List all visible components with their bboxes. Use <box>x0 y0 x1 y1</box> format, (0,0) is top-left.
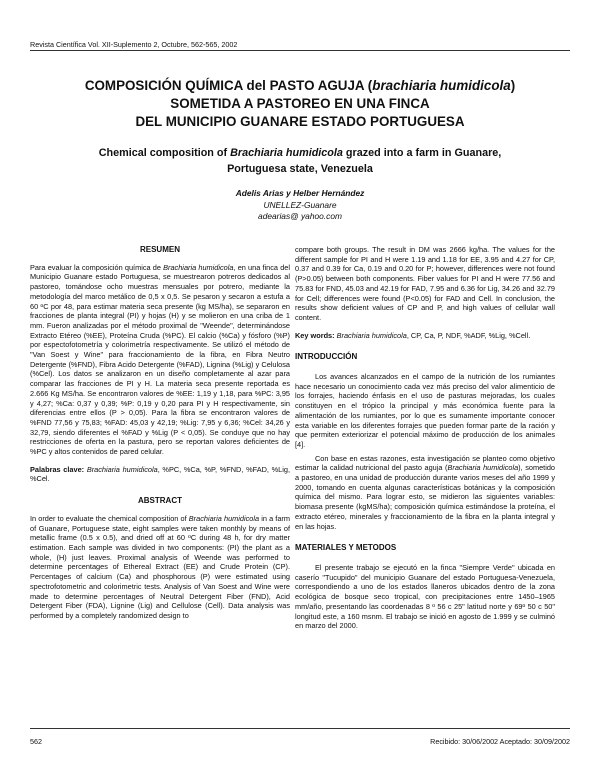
received-dates: Recibido: 30/06/2002 Aceptado: 30/09/2002 <box>430 737 570 746</box>
resumen-paragraph: Para evaluar la composición química de Brachiaria humidicola, en una finca del Municipio Guanare estado Portuguesa, se muestrearon potreros dedicados al pastoreo, tomándose ocho muestras mensuales por potrero, mediante la metodología del marco metálico de 0,5 x 0,5. Se pesaron y secaron a estufa a 60 ºC por 48, para estimar materia seca presente (kg MS/ha), se separaron en fracciones de planta integral (PI) y hojas (H) y se molieron en una criba de 1 mm. Fueron analizadas por el método proximal de "Weende", determinándose Extracto Etéreo (%EE), Proteína Cruda (%PC). El calcio (%Ca) y fósforo (%P) por espectofotometría y colorimetría respectivamente. Se utilizó el método de "Van Soest y Wine" para fraccionamiento de la fibra, en Fibra Neutro Detergente (%FND), Fibra Acido Detergente (%FAD), Lignina (%Lig) y Celulosa (%Cel). Los datos se analizaron en un diseño completamente al azar para comparar las fracciones de PI y H. La materia seca presente reportada es 2.666 Kg MS/ha. Se encontraron valores de %EE: 1,19 y 1,18, para %PC: 3,95 y 4,27; %Ca: 0,37 y 0,39; %P: 0,19 y 0,20 para PI y H respectivamente, sin diferencias entre ellos (P > 0,05). Para la fibra se encontraron valores de %FND 77,56 y 75,83; %FAD: 45,03 y 42,19; %Lig: 7,95 y 6,36; %Cel: 34,26 y 32,79, siendo diferentes el %FAD y %Lig (P < 0,05). Se conduye que no hay restricciones de oferta en la pastura, pero se reportan valores deficientes de %PC y altos contenidos de pared celular. <box>30 262 290 457</box>
journal-header: Revista Científica Vol. XII-Suplemento 2, Octubre, 562-565, 2002 <box>30 40 238 49</box>
title-line-3: DEL MUNICIPIO GUANARE ESTADO PORTUGUESA <box>135 114 465 129</box>
introduccion-paragraph-1: Los avances alcanzados en el campo de la nutrición de los rumiantes hace necesario un conocimiento cada vez más preciso del valor alimenticio de los forrajes, haciendo énfasis en el uso de pasturas mejoradas, los cuales constituyen en el trópico la principal y más económica fuente para la alimentación de los rumiantes, por lo que es sumamente importante conocer esta variable en los diferentes forrajes que pueden formar parte de la ración y que permiten exteriorizar el potencial máximo de producción de los animales [4]. <box>295 372 555 449</box>
author-institution: UNELLEZ-Guanare <box>263 199 337 210</box>
english-title: Chemical composition of Brachiaria humidicola grazed into a farm in Guanare, Portuguesa state, Venezuela <box>98 147 502 175</box>
abstract-paragraph-continued: compare both groups. The result in DM was 2666 kg/ha. The values for the different sample for PI and H were 1.19 and 1.18 for EE, 3.95 and 4.27 for CP, 0.37 and 0.39 for Ca, 0.19 and 0.20 for P; however, differences were not found (P>0.05) between both components. Fiber values for PI and H were 77.56 and 75.83 for FND, 45.03 and 42.19 for FAD, 7.95 and 6.36 for Lig, 34.26 and 32.79 for Cell; differences were found (P<0.05) for FAD and Cell. In conclusion, the results show deficient values of CP and P, and high values of cellular wall content. <box>295 245 555 322</box>
author-email: adearias@ yahoo.com <box>258 211 342 221</box>
abstract-heading: ABSTRACT <box>138 496 182 506</box>
paper-title <box>30 77 570 131</box>
resumen-heading: RESUMEN <box>139 245 180 254</box>
footer-rule <box>30 728 570 729</box>
introduccion-heading: INTRODUCCIÓN <box>295 352 358 362</box>
author-names: Adelis Arias y Helber Hernández <box>235 188 365 198</box>
abstract-keywords: Key words: Brachiaria humidicola, CP, Ca, P, NDF, %ADF, %Lig, %Cell. <box>295 330 531 340</box>
materiales-paragraph-1: El presente trabajo se ejecutó en la finca "Siempre Verde" ubicada en caserío "Tucupido" del municipio Guanare del estado Portuguesa-Venezuela, correspondiendo a uno de los estados llaneros ubicados dentro de la zona ecológica de bosque seco tropical, con precipitaciones entre 1450–1965 mm/año, presentando las coordenadas 8 º 56 c 25" latitud norte y 69º 50 c 50" longitud este, a 160 msnm. El trabajo se inició en agosto de 1.999 y se culminó en marzo del 2000. <box>295 562 555 631</box>
materiales-heading: MATERIALES Y METODOS <box>295 543 397 553</box>
title-line-1: COMPOSICIÓN QUÍMICA del PASTO AGUJA (brachiaria humidicola) <box>84 78 516 93</box>
introduccion-paragraph-2: Con base en estas razones, esta investigación se planteo como objetivo estimar la calidad nutricional del pasto aguja (Brachiaria humidicola), sometido a pastoreo, en una unidad de producción durante varios meses del año 1999 y 2000, tomando en cuenta algunas características botánicas y la composición química del mismo. Para lograr esto, se midieron las siguientes variables: biomasa presente (kgMS/ha); composición química estimándose la proteína, el extracto etéreo, minerales y fraccionamiento de la fibra en la planta integral y en las hojas. <box>295 453 555 531</box>
left-column <box>30 245 290 621</box>
author-block <box>30 188 570 223</box>
abstract-paragraph: In order to evaluate the chemical composition of Brachiaria humidicola in a farm of Guanare, Portuguese state, eight samples were taken monthly by means of metallic frame (0.5 x 0.5), and dried off at 60 ºC during 48 h, for dry matter estimation. Each sample was divided in two components: (PI) the plant as a whole, (H) just leaves. Proximal analysis of Weende was performed to determine percentages of Ethereal Extract (EE) and Crude Protein (CP). Percentages of calcium (Ca) and phosphorous (P) were estimated using spectrofotometric and colorimetric tests. Analysis of Van Soest and Wine were made to determine percentages of Neutral Detergent Fiber (FND), Acid Detergent Fiber (FDA), Lignine (Lig) and Cellulose (Cell). Data analysis was performed by a completely randomized design to <box>30 513 290 620</box>
header-rule <box>30 50 570 51</box>
title-line-2: SOMETIDA A PASTOREO EN UNA FINCA <box>170 96 430 111</box>
page-number: 562 <box>30 737 42 746</box>
right-column <box>295 245 555 631</box>
resumen-keywords: Palabras clave: Brachiaria humidicola, %PC, %Ca, %P, %FND, %FAD, %Lig, %Cel. <box>30 464 291 484</box>
